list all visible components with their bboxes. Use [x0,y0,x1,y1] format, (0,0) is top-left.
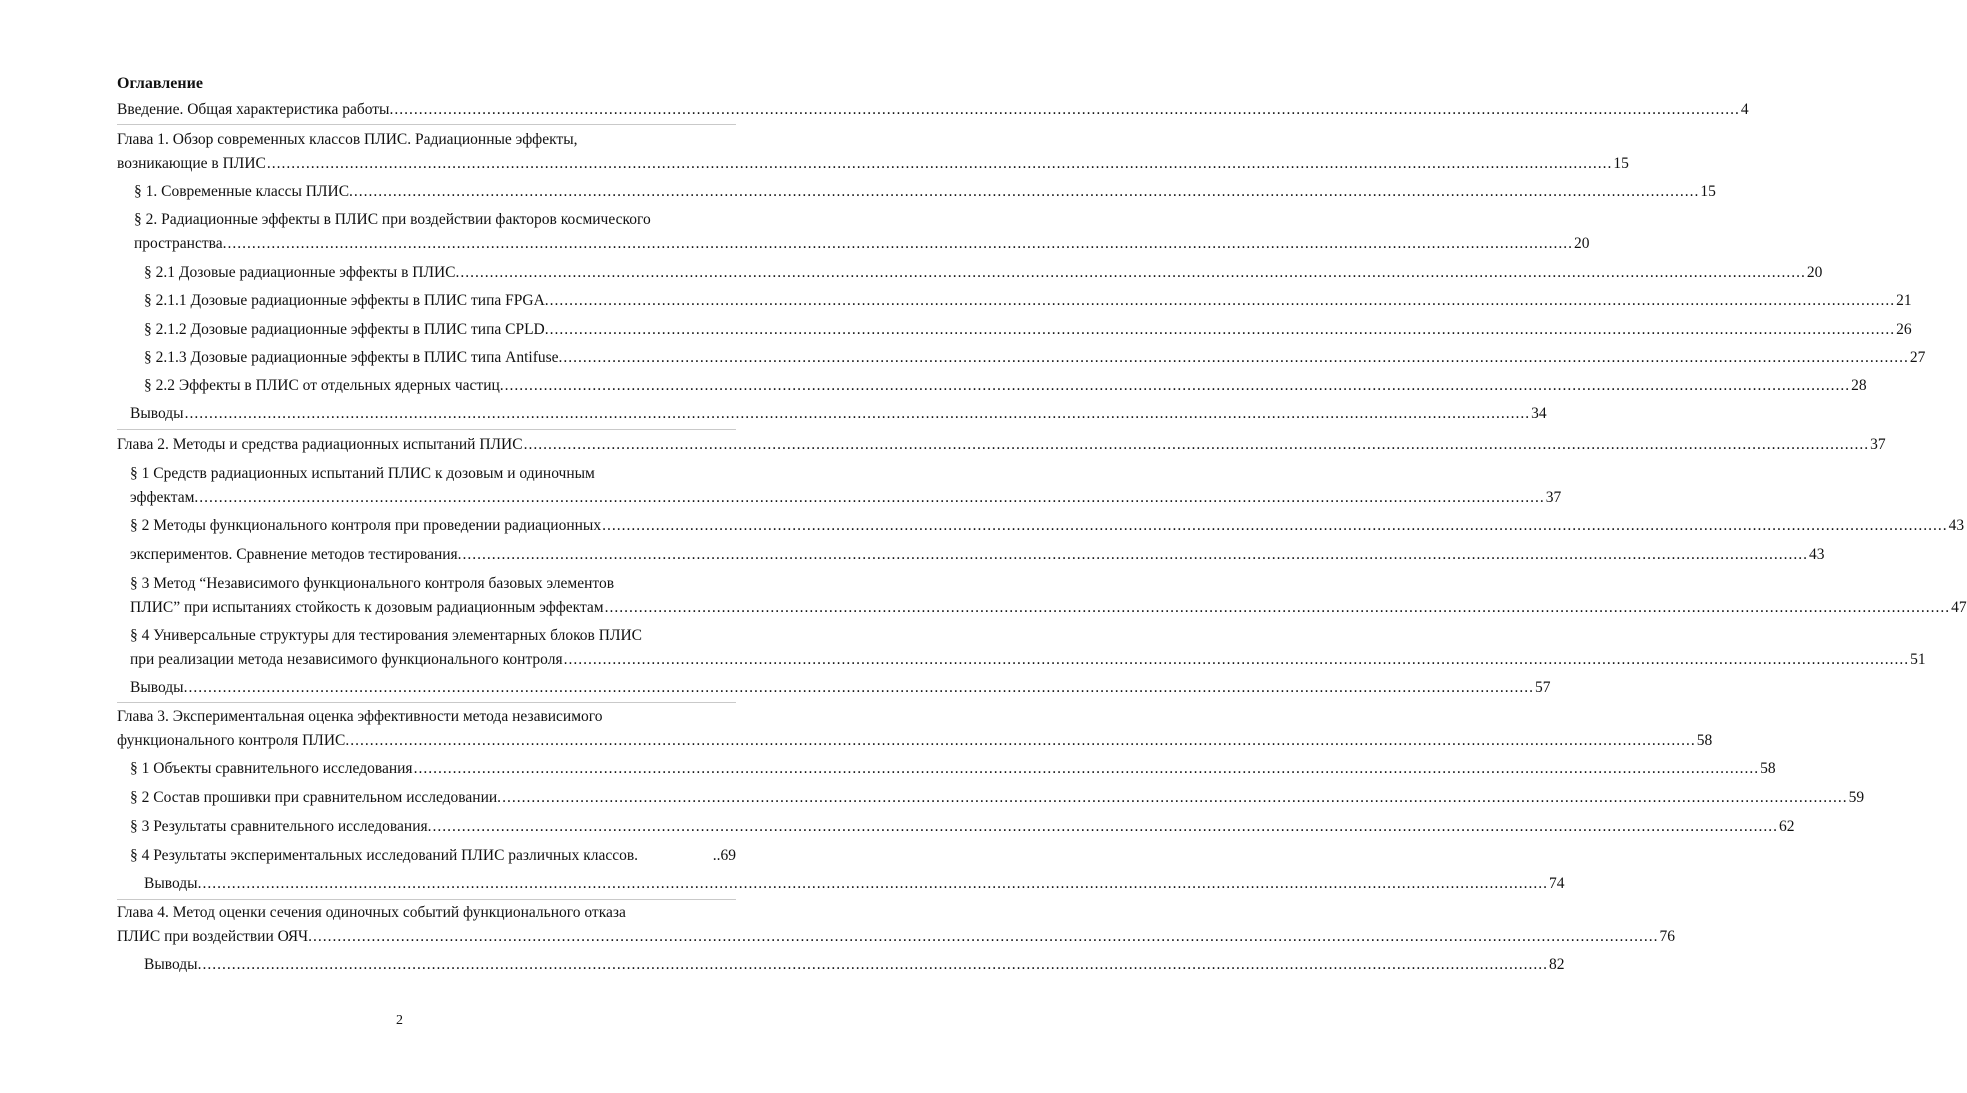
toc-entry-section-3-1[interactable] [130,757,1776,781]
toc-entry-page: 15 [1613,155,1629,172]
toc-entry-text: § 2.1.1 Дозовые радиационные эффекты в ПЛИС типа FPGA. [144,292,549,309]
toc-entry-page: 43 [1948,517,1965,534]
toc-entry-text: Выводы. [144,875,202,892]
divider [117,702,736,703]
leader-dots [433,815,1779,839]
toc-entry-section-3-3[interactable] [130,815,1795,839]
toc-entry-page: 20 [1573,235,1590,252]
toc-entry-page: 28 [1851,377,1867,394]
toc-entry-text-line1: Глава 4. Метод оценки сечения одиночных событий функционального отказа [117,904,626,921]
toc-entry-section-2-2-experiments[interactable] [130,543,1825,567]
toc-entry-chapter-1[interactable] [117,128,1629,176]
toc-entry-section-2-3[interactable] [130,572,1967,620]
leader-dots [354,180,1700,204]
toc-entry-text: при реализации метода независимого функционального контроля [130,651,563,668]
toc-entry-page: 37 [1870,436,1886,453]
leader-dots [460,261,1806,285]
leader-dots [394,98,1740,122]
toc-entry-text-line1: § 2. Радиационные эффекты в ПЛИС при воздействии факторов космического [134,211,651,228]
leader-dots [505,374,1851,398]
toc-entry-text: возникающие в ПЛИС [117,155,266,172]
leader-dots [502,786,1848,810]
divider [117,124,736,125]
toc-entry-text: § 1. Современные классы ПЛИС. [134,183,353,200]
toc-entry-text: экспериментов. Сравнение методов тестирования. [130,546,462,563]
toc-entry-section-2-1-2[interactable] [144,318,1912,342]
leader-dots [605,596,1951,620]
leader-dots [227,232,1573,256]
leader-dots [350,729,1696,753]
toc-entry-section-3-2[interactable] [130,786,1865,810]
toc-entry-section-2-1-tools[interactable] [130,462,1562,510]
toc-entry-introduction[interactable] [117,98,1749,122]
toc-entry-page: ..69 [712,847,736,864]
toc-entry-text: эффектам. [130,489,199,506]
toc-entry-page: 51 [1910,651,1926,668]
toc-entry-page: 37 [1545,489,1562,506]
toc-entry-chapter-3[interactable] [117,705,1713,753]
toc-entry-page: 43 [1809,546,1825,563]
toc-entry-section-1-1[interactable] [134,180,1716,204]
divider [117,429,736,430]
toc-entry-text: Выводы. [130,679,188,696]
toc-entry-chapter-4[interactable] [117,901,1675,949]
toc-entry-page: 26 [1896,321,1912,338]
toc-entry-section-2-1[interactable] [144,261,1823,285]
toc-entry-text: функционального контроля ПЛИС. [117,732,350,749]
toc-entry-page: 4 [1740,101,1749,118]
toc-entry-section-3-4[interactable] [130,844,736,868]
toc-entry-section-2-1-3[interactable] [144,346,1926,370]
toc-entry-section-2-2[interactable] [144,374,1867,398]
toc-entry-text: § 2.2 Эффекты в ПЛИС от отдельных ядерных частиц. [144,377,504,394]
toc-entry-text: пространства. [134,235,227,252]
leader-dots [550,289,1896,313]
toc-entry-page: 76 [1659,928,1675,945]
toc-entry-conclusions-4[interactable] [144,953,1565,977]
toc-entry-text-line1: § 3 Метод “Независимого функционального контроля базовых элементов [130,575,615,592]
leader-dots [563,346,1909,370]
toc-entry-page: 62 [1779,818,1795,835]
toc-heading: Оглавление [117,75,203,92]
toc-entry-text: § 2.1.2 Дозовые радиационные эффекты в ПЛИС типа CPLD. [144,321,549,338]
toc-entry-page: 82 [1548,956,1565,973]
toc-entry-page: 15 [1700,183,1716,200]
toc-entry-text-line1: Глава 3. Экспериментальная оценка эффективности метода независимого [117,708,603,725]
toc-entry-section-1-2[interactable] [134,208,1590,256]
leader-dots [313,925,1659,949]
toc-entry-text: § 4 Результаты экспериментальных исследований ПЛИС различных классов. [130,847,639,864]
toc-entry-text: § 1 Объекты сравнительного исследования [130,760,413,777]
leader-dots [185,402,1531,426]
toc-entry-text-line1: § 1 Средств радиационных испытаний ПЛИС к дозовым и одиночным [130,465,595,482]
toc-entry-chapter-2[interactable] [117,433,1886,457]
divider [117,899,736,900]
toc-entry-text: § 2.1 Дозовые радиационные эффекты в ПЛИС. [144,264,460,281]
toc-entry-page: 57 [1534,679,1551,696]
toc-entry-section-2-4[interactable] [130,624,1926,672]
leader-dots [188,676,1534,700]
toc-entry-conclusions-1[interactable] [130,402,1547,426]
toc-entry-text: § 2.1.3 Дозовые радиационные эффекты в ПЛИС типа Antifuse. [144,349,563,366]
leader-dots [524,433,1870,457]
toc-entry-conclusions-3[interactable] [144,872,1565,896]
toc-entry-text: § 2 Методы функционального контроля при проведении радиационных [130,517,602,534]
leader-dots [202,872,1548,896]
toc-entry-page: 34 [1531,405,1547,422]
leader-dots [564,648,1910,672]
leader-dots [414,757,1760,781]
toc-entry-section-2-2-methods[interactable] [130,514,1965,538]
page-number: 2 [396,1013,403,1028]
toc-entry-text: Глава 2. Методы и средства радиационных испытаний ПЛИС [117,436,523,453]
leader-dots [602,514,1948,538]
toc-entry-section-2-1-1[interactable] [144,289,1912,313]
toc-entry-page: 59 [1848,789,1865,806]
toc-entry-text: Введение. Общая характеристика работы. [117,101,394,118]
toc-entry-text: Выводы. [144,956,202,973]
toc-entry-page: 21 [1896,292,1912,309]
toc-entry-page: 27 [1909,349,1926,366]
toc-entry-text: Выводы [130,405,184,422]
toc-entry-text: ПЛИС при воздействии ОЯЧ. [117,928,312,945]
toc-entry-text: § 3 Результаты сравнительного исследования. [130,818,432,835]
toc-entry-page: 58 [1760,760,1776,777]
toc-entry-text: § 2 Состав прошивки при сравнительном исследовании. [130,789,502,806]
toc-entry-page: 20 [1806,264,1823,281]
toc-entry-page: 58 [1696,732,1713,749]
toc-entry-text-line1: Глава 1. Обзор современных классов ПЛИС. Радиационные эффекты, [117,131,578,148]
leader-dots [199,486,1545,510]
toc-entry-conclusions-2[interactable] [130,676,1551,700]
leader-dots [202,953,1548,977]
toc-entry-page: 47 [1951,599,1967,616]
leader-dots [267,152,1613,176]
leader-dots [463,543,1809,567]
toc-entry-text-line1: § 4 Универсальные структуры для тестирования элементарных блоков ПЛИС [130,627,642,644]
toc-entry-text: ПЛИС” при испытаниях стойкость к дозовым радиационным эффектам [130,599,604,616]
leader-dots [550,318,1896,342]
toc-entry-page: 74 [1548,875,1565,892]
